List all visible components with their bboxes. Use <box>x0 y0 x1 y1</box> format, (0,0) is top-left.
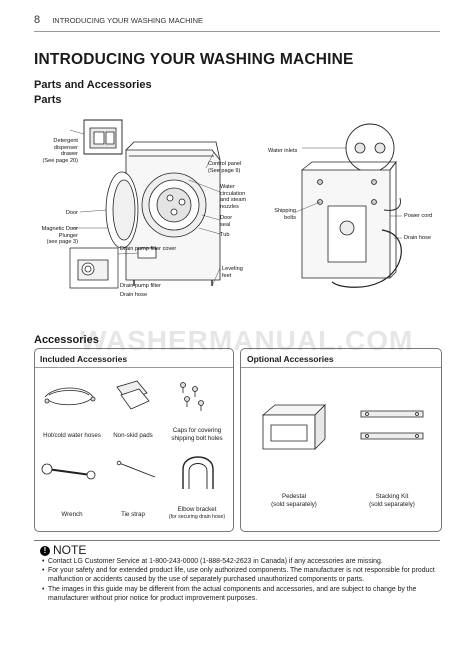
note-bullet: • Contact LG Customer Service at 1-800-243-0000 (1-888-542-2623 in Canada) if any accessories are missing. <box>42 557 442 566</box>
note-section <box>34 540 440 643</box>
label-water-inlets: Water inlets <box>268 148 298 154</box>
parts-heading: Parts <box>34 94 62 106</box>
item-nonskid-pads: Non-skid pads <box>113 432 153 439</box>
page-header <box>34 14 440 28</box>
included-accessories-box <box>34 348 234 532</box>
label-pump-filter: Drain pump filter <box>120 283 162 289</box>
item-elbow-bracket: Elbow bracket <box>177 506 217 513</box>
label-power-cord: Power cord <box>404 213 433 219</box>
item-wrench: Wrench <box>61 511 83 518</box>
note-heading <box>40 543 86 557</box>
label-drain-hose-rear: Drain hose <box>404 235 432 241</box>
note-bullet: • The images in this guide may be different from the actual components and accessories, and are subject to change by the manufacturer without prior notice for product improvement purposes. <box>42 585 442 603</box>
label-door-seal: Door seal <box>220 215 233 228</box>
optional-accessories-title: Optional Accessories <box>247 354 334 364</box>
item-elbow-bracket-sub: (for securing drain hose) <box>168 514 226 520</box>
label-nozzles: Water circulation and steam nozzles <box>220 184 247 210</box>
parts-accessories-heading: Parts and Accessories <box>34 79 152 91</box>
accessories-heading: Accessories <box>34 334 99 346</box>
label-drain-hose-front: Drain hose <box>120 292 148 298</box>
watermark: WASHERMANUAL.COM <box>80 325 414 356</box>
label-detergent-drawer: Detergent dispenser drawer (See page 20) <box>42 138 78 164</box>
parts-diagram <box>34 110 440 315</box>
included-accessories-title: Included Accessories <box>40 354 128 364</box>
exclamation-icon: ! <box>40 546 50 556</box>
note-title: NOTE <box>53 543 87 557</box>
item-tie-strap: Tie strap <box>121 511 145 518</box>
header-section: INTRODUCING YOUR WASHING MACHINE <box>52 16 204 25</box>
item-water-hoses: Hot/cold water hoses <box>43 432 101 439</box>
washer-illustration <box>34 110 440 315</box>
label-control-panel: Control panel (See page 9) <box>208 161 242 174</box>
label-tub: Tub <box>220 232 230 238</box>
page-title: INTRODUCING YOUR WASHING MACHINE <box>34 51 354 68</box>
label-filter-cover: Drain pump filter cover <box>120 246 177 252</box>
label-leveling-feet: Leveling feet <box>222 266 243 279</box>
page-number: 8 <box>34 14 41 26</box>
note-list <box>34 557 442 603</box>
note-bullet: • For your safety and for extended product life, use only authorized components. The manufacturer is not responsible for product malfunction or accidents caused by the use of separately purchased unauthorized components or parts. <box>42 566 442 584</box>
label-door-plunger: Magnetic Door Plunger (see page 3) <box>41 226 78 246</box>
item-bolt-caps: Caps for covering shipping bolt holes <box>171 427 223 442</box>
label-door: Door <box>65 210 78 216</box>
item-pedestal: Pedestal (sold separately) <box>271 493 317 508</box>
optional-accessories-box <box>240 348 442 532</box>
item-stacking-kit: Stacking Kit (sold separately) <box>369 493 415 508</box>
header-rule <box>34 31 440 32</box>
label-shipping-bolts: Shipping bolts <box>274 208 296 221</box>
